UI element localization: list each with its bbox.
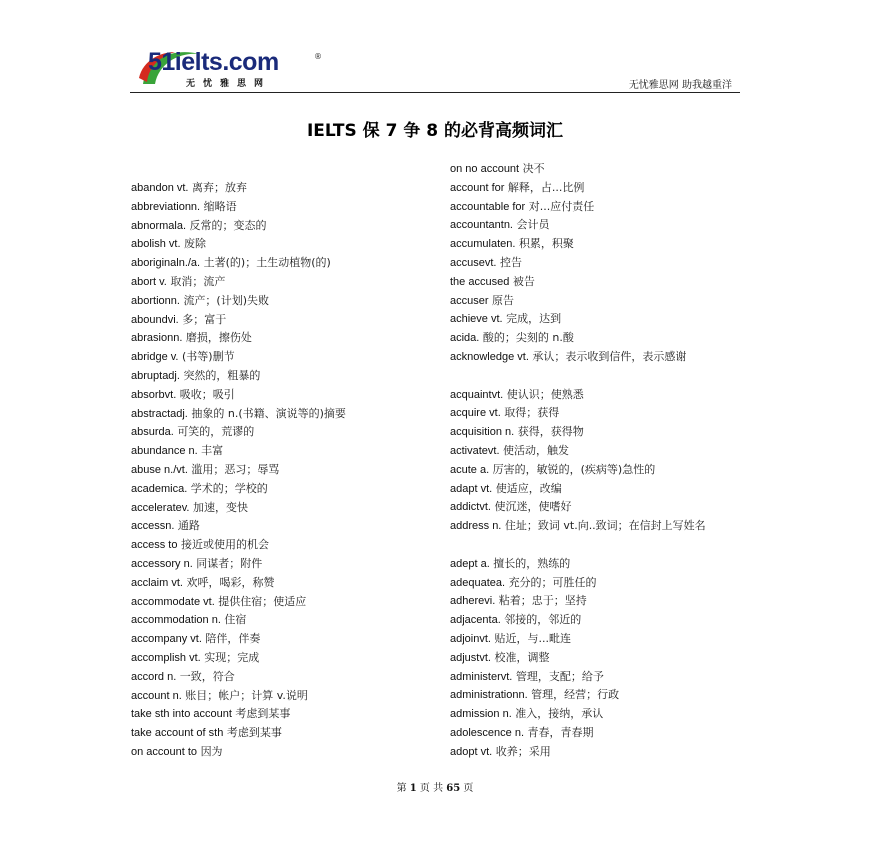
vocab-entry [131, 292, 269, 311]
footer-page-number: 1 [409, 783, 417, 794]
vocab-definition: 欢呼，喝彩，称赞 [186, 575, 275, 589]
vocab-word: acceleratev. [131, 501, 190, 514]
vocab-entry [450, 442, 569, 461]
vocab-definition: 缩略语 [203, 199, 237, 213]
vocab-entry [450, 404, 559, 423]
vocab-definition: 丰富 [201, 444, 224, 458]
vocab-word: absurda. [131, 426, 174, 439]
vocab-entry [131, 179, 247, 198]
vocab-entry [131, 517, 200, 536]
vocab-definition: 充分的；可胜任的 [508, 575, 597, 589]
vocab-entry [450, 743, 551, 762]
vocab-word: take sth into account [131, 708, 232, 721]
vocab-definition: 准入，接纳，承认 [515, 707, 604, 721]
vocab-entry [450, 198, 594, 217]
vocab-word: acquaintvt. [450, 388, 504, 401]
vocab-entry [131, 442, 223, 461]
vocab-definition: 通路 [177, 519, 200, 533]
vocab-entry [450, 498, 571, 517]
vocab-word: abortionn. [131, 294, 180, 307]
vocab-definition: 会计员 [516, 218, 550, 232]
vocab-word: accumulaten. [450, 238, 516, 251]
vocab-word: accountable for [450, 200, 526, 213]
vocab-word: on no account [450, 163, 520, 175]
vocab-word: accommodation n. [131, 614, 221, 627]
vocab-entry [450, 216, 550, 235]
vocab-definition: 邻接的，邻近的 [504, 613, 582, 627]
vocab-entry [450, 668, 604, 687]
vocab-definition: 取得；获得 [504, 406, 560, 420]
vocab-word: acute a. [450, 463, 490, 476]
vocab-word: abnormala. [131, 219, 187, 232]
vocab-word: abundance n. [131, 445, 198, 458]
vocab-entry [131, 348, 235, 367]
vocab-entry [450, 292, 514, 311]
vocab-definition: 决不 [522, 162, 545, 175]
vocab-definition: 解释，占...比例 [507, 180, 585, 194]
vocab-entry [450, 555, 570, 574]
vocab-word: adherevi. [450, 595, 496, 608]
vocab-word: account for [450, 181, 505, 194]
vocab-word: academica. [131, 482, 188, 495]
vocab-entry [131, 630, 260, 649]
vocab-definition: 实现；完成 [204, 651, 260, 664]
footer-total-pages: 65 [446, 783, 461, 794]
vocab-entry [131, 743, 223, 762]
vocab-word: the accused [450, 275, 510, 288]
vocab-definition: (书等)删节 [182, 350, 235, 364]
vocab-word: abridge v. [131, 351, 179, 364]
vocab-entry [131, 423, 254, 442]
vocab-definition: 擅长的，熟练的 [493, 556, 571, 570]
vocab-entry [131, 555, 262, 574]
vocab-word: abruptadj. [131, 370, 180, 382]
vocab-definition: 废除 [184, 237, 207, 251]
vocab-entry [131, 574, 274, 593]
vocab-definition: 使适应，改编 [495, 481, 562, 495]
vocab-entry [450, 705, 603, 724]
vocab-entry [131, 254, 331, 273]
vocab-word: adjustvt. [450, 651, 491, 664]
vocab-definition: 土著(的)；土生动植物(的) [203, 256, 331, 270]
vocab-definition: 吸收；吸引 [179, 387, 235, 401]
vocab-definition: 积累，积聚 [518, 237, 574, 251]
vocab-entry [450, 386, 584, 405]
vocab-word: adequatea. [450, 576, 506, 589]
vocab-definition: 收养；采用 [495, 744, 551, 758]
logo-registered-mark: ® [314, 52, 322, 61]
vocab-word: accord n. [131, 670, 177, 683]
vocab-word: address n. [450, 520, 502, 533]
vocab-entry [131, 235, 206, 254]
vocab-word: abort v. [131, 276, 167, 288]
vocab-word: administervt. [450, 670, 513, 683]
vocab-definition: 贴近，与...毗连 [494, 632, 571, 645]
vocab-word: abrasionn. [131, 332, 183, 345]
vocab-definition: 获得，获得物 [517, 425, 584, 439]
vocab-entry [131, 611, 246, 630]
vocab-definition: 管理，支配；给予 [515, 669, 604, 683]
vocab-word: adolescence n. [450, 727, 524, 739]
vocab-word: acquire vt. [450, 407, 501, 420]
vocab-definition: 滥用；恶习；辱骂 [191, 463, 280, 476]
vocab-definition: 住宿 [224, 613, 247, 627]
vocab-word: addictvt. [450, 501, 491, 514]
vocab-word: on account to [131, 746, 198, 758]
vocab-definition: 住址；致词 vt.向..致词；在信封上写姓名 [504, 519, 706, 533]
vocab-word: accessn. [131, 520, 175, 533]
vocab-word: accommodate vt. [131, 595, 215, 608]
vocab-word: access to [131, 539, 178, 552]
vocab-definition: 青春，青春期 [527, 726, 594, 739]
vocab-definition: 陪伴，伴奏 [205, 632, 261, 646]
vocab-entry [131, 705, 290, 724]
vocab-definition: 原告 [492, 293, 515, 307]
vocab-entry [131, 687, 308, 706]
vocab-entry [450, 254, 522, 273]
document-title: IELTS 保 7 争 8 的必背高频词汇 [306, 121, 564, 141]
vocab-word: activatevt. [450, 445, 500, 457]
vocab-entry [450, 480, 562, 499]
vocab-entry [450, 179, 584, 198]
vocab-entry [450, 724, 594, 743]
vocab-word: adjoinvt. [450, 633, 491, 645]
vocab-entry [131, 367, 260, 386]
vocab-entry [450, 649, 549, 668]
vocab-entry [450, 310, 561, 329]
vocab-definition: 反常的；变态的 [189, 218, 267, 232]
vocab-word: adapt vt. [450, 482, 493, 495]
vocab-definition: 对...应付责任 [528, 199, 595, 213]
vocab-word: acida. [450, 332, 480, 345]
vocab-definition: 管理，经营；行政 [531, 688, 620, 702]
vocab-entry [450, 574, 597, 593]
vocab-word: abstractadj. [131, 407, 188, 420]
vocab-definition: 提供住宿；使适应 [218, 594, 307, 608]
logo-subtitle: 无忧雅思网 [186, 79, 272, 89]
vocab-entry [450, 461, 655, 480]
footer-prefix: 第 [396, 783, 407, 794]
vocab-entry [450, 348, 742, 367]
vocab-entry [131, 405, 346, 424]
vocab-definition: 同谋者；附件 [196, 557, 263, 570]
vocab-word: accompany vt. [131, 633, 202, 646]
vocab-definition: 被告 [512, 274, 535, 288]
vocab-word: accountantn. [450, 219, 513, 232]
vocab-word: abolish vt. [131, 238, 181, 251]
vocab-definition: 考虑到某事 [235, 707, 291, 721]
vocab-entry [450, 235, 574, 254]
vocab-word: absorbvt. [131, 388, 177, 401]
vocab-definition: 使沉迷，使嗜好 [494, 500, 572, 514]
vocab-entry [450, 273, 535, 292]
vocab-entry [131, 311, 226, 330]
vocab-word: acclaim vt. [131, 576, 183, 589]
vocab-definition: 使认识；使熟悉 [506, 387, 584, 401]
vocab-word: adopt vt. [450, 745, 493, 758]
vocab-word: abandon vt. [131, 182, 189, 194]
vocab-entry [450, 329, 574, 348]
vocab-entry [131, 198, 237, 217]
vocab-definition: 厉害的，敏锐的，(疾病等)急性的 [492, 462, 656, 476]
vocab-word: accuser [450, 294, 489, 307]
header-slogan: 无忧雅思网 助我越重洋 [628, 80, 732, 91]
vocab-definition: 突然的，粗暴的 [183, 369, 261, 382]
vocab-definition: 控告 [499, 256, 522, 269]
vocab-word: achieve vt. [450, 313, 503, 326]
vocab-definition: 一致，符合 [179, 669, 235, 683]
vocab-entry [131, 386, 235, 405]
vocab-word: accomplish vt. [131, 652, 201, 664]
vocab-entry [450, 423, 584, 442]
vocab-definition: 账目；帐户；计算 v.说明 [185, 688, 308, 702]
vocab-entry [450, 517, 742, 536]
vocab-entry [131, 649, 259, 668]
vocab-definition: 离弃；放弃 [192, 181, 247, 194]
vocab-entry [131, 273, 225, 292]
vocab-definition: 多；富于 [182, 312, 227, 326]
vocab-word: adept a. [450, 557, 490, 570]
vocab-definition: 校准，调整 [494, 650, 550, 664]
vocab-definition: 抽象的 n.(书籍、演说等的)摘要 [191, 406, 346, 420]
vocab-entry [131, 329, 252, 348]
vocab-definition: 完成，达到 [506, 312, 562, 326]
vocab-entry [450, 630, 571, 649]
vocab-entry [131, 724, 282, 743]
page-footer [0, 779, 870, 794]
vocab-definition: 流产；(计划)失败 [183, 293, 270, 307]
vocab-entry [131, 593, 306, 612]
vocab-definition: 加速，变快 [193, 500, 248, 514]
vocab-word: acknowledge vt. [450, 351, 529, 363]
vocab-entry [450, 611, 581, 630]
vocab-definition: 考虑到某事 [226, 726, 282, 740]
vocab-entry [450, 592, 587, 611]
vocab-entry [131, 480, 268, 499]
vocab-entry [131, 217, 267, 236]
vocab-definition: 承认；表示收到信件，表示感谢 [532, 350, 687, 363]
vocab-entry [131, 461, 279, 480]
vocab-word: accessory n. [131, 558, 193, 570]
vocab-word: accusevt. [450, 257, 497, 269]
vocab-definition: 酸的；尖刻的 n.酸 [482, 331, 574, 345]
vocab-word: take account of sth [131, 727, 224, 740]
vocab-word: administrationn. [450, 689, 528, 702]
vocab-definition: 接近或使用的机会 [180, 538, 269, 552]
vocab-word: abuse n./vt. [131, 464, 188, 476]
vocab-word: aboriginaln./a. [131, 257, 201, 270]
vocab-entry [131, 499, 248, 518]
vocab-definition: 因为 [200, 745, 223, 758]
vocab-entry [450, 160, 545, 179]
vocab-definition: 使活动，触发 [503, 444, 570, 457]
footer-suffix: 页 [463, 783, 474, 794]
vocab-definition: 取消；流产 [170, 275, 226, 288]
vocab-word: acquisition n. [450, 426, 515, 439]
vocab-entry [131, 536, 269, 555]
vocab-entry [131, 668, 235, 687]
vocab-word: account n. [131, 689, 182, 702]
vocab-entry [450, 686, 619, 705]
vocab-word: abbreviationn. [131, 200, 201, 213]
vocab-definition: 粘着；忠于；坚持 [498, 594, 587, 608]
vocab-word: adjacenta. [450, 614, 501, 627]
vocab-word: aboundvi. [131, 313, 179, 326]
vocab-definition: 可笑的，荒谬的 [177, 425, 255, 439]
header-divider [130, 92, 740, 93]
footer-middle: 页 共 [419, 783, 444, 794]
vocab-definition: 磨损，擦伤处 [185, 331, 252, 345]
vocab-definition: 学术的；学校的 [190, 481, 268, 495]
logo-text: 51ielts.com [148, 48, 279, 76]
vocab-word: admission n. [450, 708, 512, 721]
